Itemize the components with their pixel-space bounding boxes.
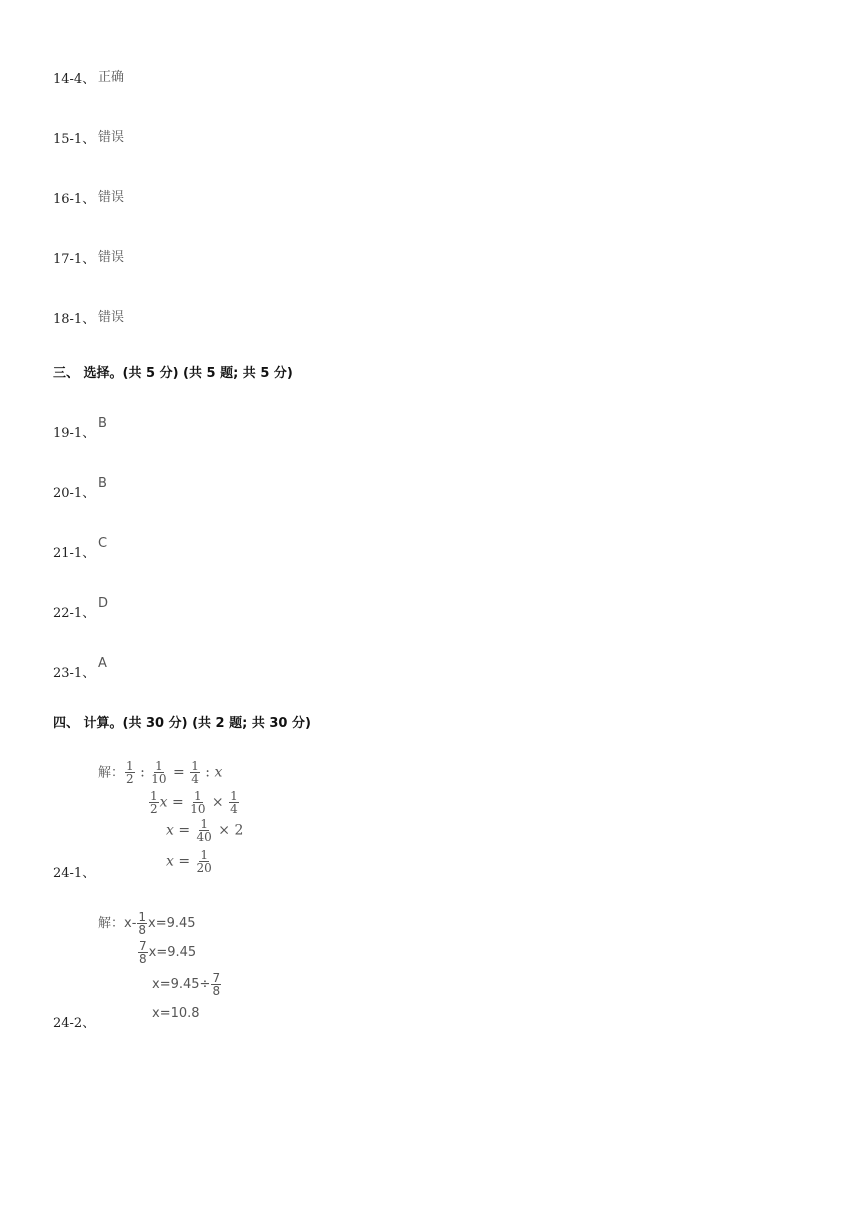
section-heading-choice: 三、 选择。(共 5 分) (共 5 题; 共 5 分)	[53, 366, 293, 381]
answer-value: B	[98, 416, 107, 431]
fraction: $\frac{7}{8}$	[212, 971, 221, 998]
answer-value: 错误	[98, 130, 125, 145]
solution-24-1-line-4: x = $\frac{1}{20}$	[166, 848, 212, 875]
answer-value: 错误	[98, 310, 125, 325]
answer-row	[53, 308, 95, 327]
question-number: 15-1、	[53, 132, 96, 147]
answer-row	[53, 542, 95, 561]
solution-24-2-line-2: $\frac{7}{8}$ x=9.45	[139, 939, 197, 966]
question-number: 23-1、	[53, 666, 96, 681]
solution-24-2-line-4: x=10.8	[152, 1006, 200, 1021]
solution-24-1-line-1: 解： $\frac{1}{2}$ : $\frac{1}{10}$ = $\frac{1}{4}$ : x	[98, 759, 223, 786]
answer-row	[53, 602, 95, 621]
solution-24-2-line-1: 解：x- $\frac{1}{8}$ x=9.45	[98, 910, 196, 937]
solution-prefix: 解：	[98, 916, 125, 931]
answer-row	[53, 422, 95, 441]
fraction: $\frac{1}{10}$	[151, 759, 167, 786]
question-number: 14-4、	[53, 72, 96, 87]
fraction: $\frac{7}{8}$	[139, 939, 147, 966]
answer-row	[53, 862, 95, 881]
solution-24-1-line-3: x = $\frac{1}{40}$ × 2	[166, 817, 244, 844]
solution-24-1-line-2: $\frac{1}{2}$ x = $\frac{1}{10}$ × $\frac{1}{4}$	[150, 789, 238, 816]
answer-value: B	[98, 476, 107, 491]
answer-row	[53, 1012, 95, 1031]
question-number: 16-1、	[53, 192, 96, 207]
answer-row	[53, 248, 95, 267]
fraction: $\frac{1}{40}$	[196, 817, 212, 844]
fraction: $\frac{1}{20}$	[196, 848, 212, 875]
question-number: 19-1、	[53, 426, 96, 441]
answer-row	[53, 128, 95, 147]
answer-value: D	[98, 596, 109, 611]
question-number: 18-1、	[53, 312, 96, 327]
fraction: $\frac{1}{2}$	[126, 759, 134, 786]
answer-value: A	[98, 656, 107, 671]
question-number: 24-1、	[53, 866, 96, 881]
fraction: $\frac{1}{4}$	[230, 789, 238, 816]
fraction: $\frac{1}{4}$	[191, 759, 199, 786]
fraction: $\frac{1}{8}$	[138, 910, 147, 937]
solution-24-2-line-3: x=9.45÷ $\frac{7}{8}$	[152, 971, 221, 998]
answer-row	[53, 662, 95, 681]
solution-prefix: 解：	[98, 765, 125, 781]
answer-value: 错误	[98, 250, 125, 265]
answer-value: 正确	[98, 70, 125, 85]
fraction: $\frac{1}{2}$	[150, 789, 158, 816]
answer-row	[53, 482, 95, 501]
answer-value: C	[98, 536, 108, 551]
question-number: 22-1、	[53, 606, 96, 621]
answer-row	[53, 188, 95, 207]
question-number: 24-2、	[53, 1016, 96, 1031]
question-number: 17-1、	[53, 252, 96, 267]
answer-value: 错误	[98, 190, 125, 205]
question-number: 21-1、	[53, 546, 96, 561]
answer-row	[53, 68, 95, 87]
section-heading-calculation: 四、 计算。(共 30 分) (共 2 题; 共 30 分)	[53, 716, 311, 731]
fraction: $\frac{1}{10}$	[190, 789, 206, 816]
question-number: 20-1、	[53, 486, 96, 501]
